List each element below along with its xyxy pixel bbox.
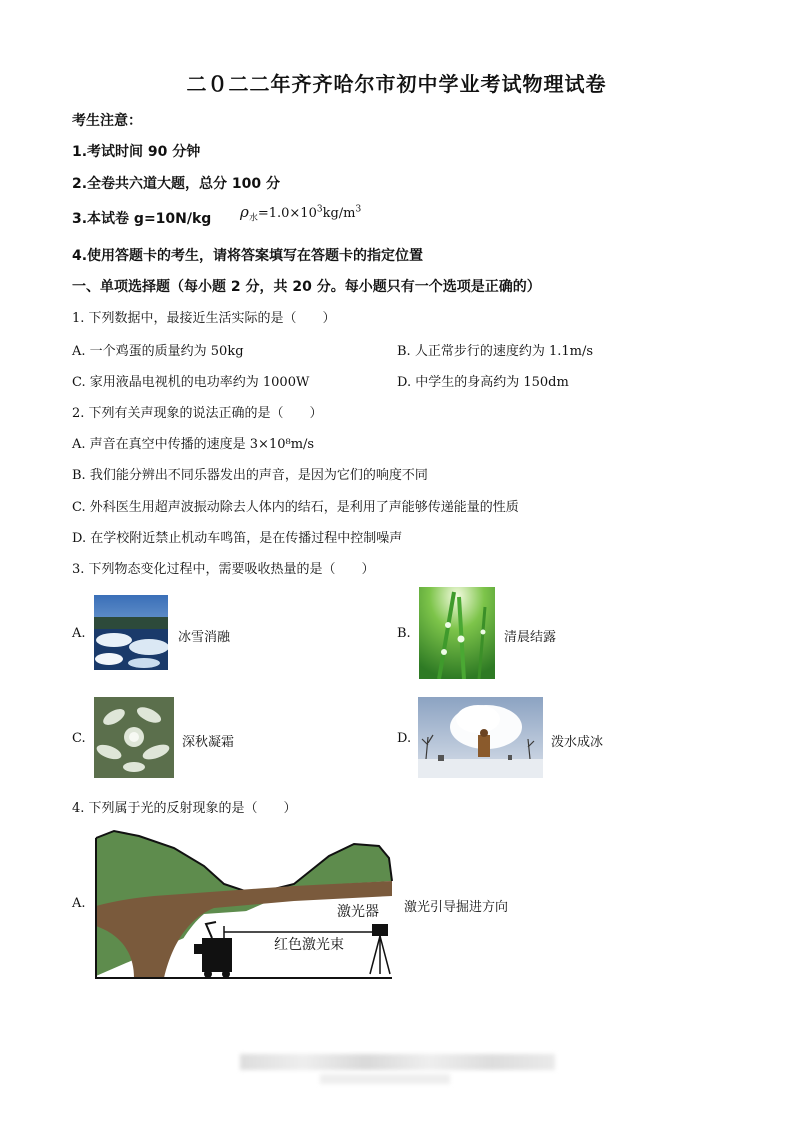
notice-item-4: 4.使用答题卡的考生，请将答案填写在答题卡的指定位置 <box>72 248 424 264</box>
notice-item-2: 2.全卷共六道大题，总分 100 分 <box>72 176 281 192</box>
frost-image <box>94 697 174 778</box>
morning-dew-image <box>419 587 495 679</box>
question-2-option-d: D. 在学校附近禁止机动车鸣笛，是在传播过程中控制噪声 <box>72 531 403 546</box>
question-1-option-d: D. 中学生的身高约为 150dm <box>397 375 569 390</box>
question-4-option-a-letter: A. <box>72 896 86 911</box>
question-3-option-b: 清晨结露 <box>504 630 557 645</box>
laser-device-label: 激光器 <box>337 901 379 921</box>
question-4-stem: 4. 下列属于光的反射现象的是（ ） <box>72 801 297 816</box>
notice-item-3: 3.本试卷 g=10N/kg <box>72 211 212 227</box>
question-1-option-c: C. 家用液晶电视机的电功率约为 1000W <box>72 375 310 390</box>
blurred-footer-watermark-2 <box>320 1074 450 1084</box>
question-3-stem: 3. 下列物态变化过程中，需要吸收热量的是（ ） <box>72 562 375 577</box>
question-3-option-d-letter: D. <box>397 731 412 746</box>
question-3-option-b-letter: B. <box>397 626 411 641</box>
question-3-option-a-letter: A. <box>72 626 86 641</box>
notice-item-1: 1.考试时间 90 分钟 <box>72 144 201 160</box>
question-1-option-b: B. 人正常步行的速度约为 1.1m/s <box>397 344 594 359</box>
page-title: 二０二二年齐齐哈尔市初中学业考试物理试卷 <box>186 72 607 96</box>
section-heading: 一、单项选择题（每小题 2 分，共 20 分。每小题只有一个选项是正确的） <box>72 279 541 295</box>
question-2-stem: 2. 下列有关声现象的说法正确的是（ ） <box>72 406 323 421</box>
question-3-option-c: 深秋凝霜 <box>182 735 235 750</box>
question-3-option-a: 冰雪消融 <box>178 630 231 645</box>
question-1-option-a: A. 一个鸡蛋的质量约为 50kg <box>72 344 244 359</box>
water-density-formula: $\rho_水=1.0\times 10^3kg/m^3$ <box>240 203 362 224</box>
question-4-option-a: 激光引导掘进方向 <box>404 900 509 915</box>
notice-heading: 考生注意： <box>72 113 142 129</box>
blurred-footer-watermark <box>240 1054 555 1070</box>
splashing-water-ice-image <box>418 697 543 778</box>
melting-snow-image <box>94 595 168 670</box>
laser-beam-label: 红色激光束 <box>274 937 344 953</box>
question-3-option-d: 泼水成冰 <box>551 735 604 750</box>
question-1-stem: 1. 下列数据中，最接近生活实际的是（ ） <box>72 311 336 326</box>
question-3-option-c-letter: C. <box>72 731 86 746</box>
question-2-option-a: A. 声音在真空中传播的速度是 3×10⁸m/s <box>72 437 315 452</box>
question-2-option-c: C. 外科医生用超声波振动除去人体内的结石，是利用了声能够传递能量的性质 <box>72 500 519 515</box>
question-2-option-b: B. 我们能分辨出不同乐器发出的声音，是因为它们的响度不同 <box>72 468 428 483</box>
